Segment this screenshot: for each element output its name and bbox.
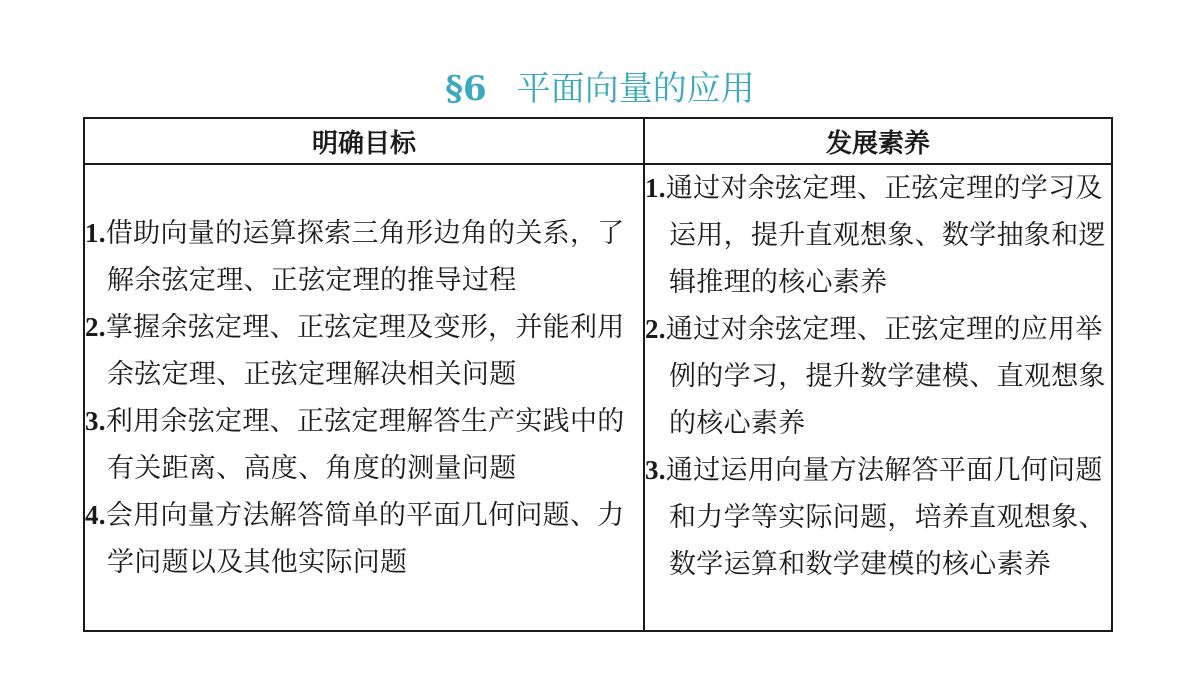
- page-title: [0, 64, 1200, 114]
- objectives-table: [83, 117, 1113, 632]
- section-title: 平面向量的应用: [516, 69, 755, 109]
- literacy-cell: [644, 164, 1112, 631]
- literacy-item-2: 2.通过对余弦定理、正弦定理的应用举例的学习，提升数学建模、直观想象的核心素养: [645, 314, 1106, 439]
- goal-item-4: 4.会用向量方法解答简单的平面几何问题、力学问题以及其他实际问题: [85, 499, 625, 578]
- goal-item-3: 3.利用余弦定理、正弦定理解答生产实践中的有关距离、高度、角度的测量问题: [85, 405, 625, 484]
- column-header-literacy: 发展素养: [644, 118, 1112, 164]
- literacy-item-1: 1.通过对余弦定理、正弦定理的学习及运用，提升直观想象、数学抽象和逻辑推理的核心素养: [645, 173, 1106, 298]
- goals-cell: [84, 164, 644, 631]
- section-number: §6: [445, 69, 487, 109]
- literacy-item-3: 3.通过运用向量方法解答平面几何问题和力学等实际问题，培养直观想象、数学运算和数学建模的核心素养: [645, 455, 1106, 580]
- column-header-goals: 明确目标: [84, 118, 644, 164]
- goal-item-2: 2.掌握余弦定理、正弦定理及变形，并能利用余弦定理、正弦定理解决相关问题: [85, 311, 625, 390]
- goal-item-1: 1.借助向量的运算探索三角形边角的关系，了解余弦定理、正弦定理的推导过程: [85, 217, 625, 296]
- table-row: [84, 164, 1112, 631]
- table-header-row: [84, 118, 1112, 164]
